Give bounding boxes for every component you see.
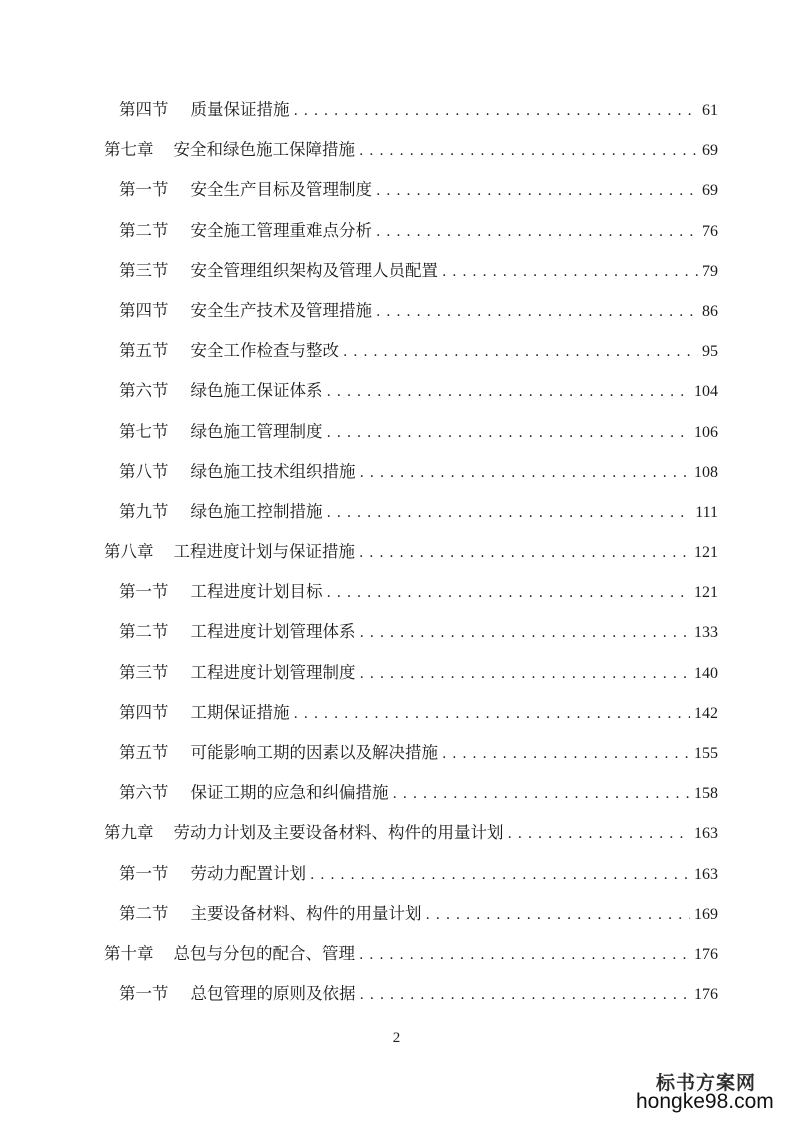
toc-entry-page: 104 <box>694 383 718 401</box>
toc-entry-label: 第九章 <box>104 823 154 843</box>
toc-entry-label: 第九节 <box>119 501 169 521</box>
toc-entry-title: 绿色施工控制措施 <box>190 501 323 521</box>
toc-entry-page: 111 <box>695 503 718 521</box>
toc-entry-title: 绿色施工保证体系 <box>190 381 323 401</box>
toc-entry-label: 第四节 <box>119 300 169 320</box>
toc-entry-page: 121 <box>694 544 718 562</box>
toc-section-entry[interactable] <box>0 980 793 1020</box>
toc-chapter-entry[interactable] <box>0 136 793 176</box>
toc-entry-title: 工期保证措施 <box>190 702 290 722</box>
toc-entry-page: 169 <box>694 905 718 923</box>
watermark-logo <box>636 1068 786 1116</box>
watermark-site-name: 标书方案网 <box>656 1072 757 1094</box>
toc-entry-title: 工程进度计划与保证措施 <box>173 542 355 562</box>
toc-entry-title: 保证工期的应急和纠偏措施 <box>190 783 389 803</box>
dot-leader <box>359 137 698 165</box>
toc-section-entry[interactable] <box>0 257 793 297</box>
table-of-contents <box>0 96 793 1020</box>
toc-entry-title: 劳动力配置计划 <box>190 863 306 883</box>
dot-leader <box>376 298 698 326</box>
dot-leader <box>442 740 690 768</box>
dot-leader <box>310 861 690 889</box>
toc-entry-title: 安全管理组织架构及管理人员配置 <box>190 260 438 280</box>
toc-entry-page: 76 <box>702 222 718 240</box>
toc-entry-label: 第四节 <box>119 100 169 119</box>
toc-entry-page: 61 <box>702 102 718 119</box>
toc-entry-label: 第一节 <box>119 180 169 200</box>
toc-entry-label: 第五节 <box>119 341 169 361</box>
toc-section-entry[interactable] <box>0 578 793 618</box>
toc-entry-page: 140 <box>694 664 718 682</box>
toc-entry-label: 第七节 <box>119 421 169 441</box>
toc-entry-page: 121 <box>694 584 718 602</box>
toc-entry-page: 106 <box>694 423 718 441</box>
dot-leader <box>426 901 691 929</box>
dot-leader <box>327 378 691 406</box>
toc-entry-page: 155 <box>694 745 718 762</box>
toc-entry-page: 176 <box>694 945 718 963</box>
dot-leader <box>393 780 691 808</box>
toc-chapter-entry[interactable] <box>0 538 793 578</box>
toc-entry-title: 绿色施工管理制度 <box>190 421 323 441</box>
toc-entry-title: 安全和绿色施工保障措施 <box>173 140 355 160</box>
toc-entry-label: 第二节 <box>119 220 169 240</box>
toc-section-entry[interactable] <box>0 418 793 458</box>
toc-entry-page: 133 <box>694 624 718 642</box>
toc-entry-title: 安全施工管理重难点分析 <box>190 220 372 240</box>
toc-section-entry[interactable] <box>0 337 793 377</box>
toc-entry-label: 第四节 <box>119 702 169 722</box>
toc-entry-label: 第八章 <box>104 542 154 562</box>
dot-leader <box>508 820 691 848</box>
toc-section-entry[interactable] <box>0 779 793 819</box>
toc-entry-page: 69 <box>702 182 718 200</box>
toc-section-entry[interactable] <box>0 297 793 337</box>
toc-entry-title: 工程进度计划目标 <box>190 582 323 602</box>
dot-leader <box>376 218 698 246</box>
toc-entry-label: 第七章 <box>104 140 154 160</box>
toc-entry-title: 安全生产技术及管理措施 <box>190 300 372 320</box>
dot-leader <box>360 459 691 487</box>
toc-entry-page: 95 <box>702 343 718 361</box>
toc-section-entry[interactable] <box>0 699 793 739</box>
toc-entry-label: 第三节 <box>119 260 169 280</box>
dot-leader <box>442 258 698 286</box>
toc-entry-title: 安全生产目标及管理制度 <box>190 180 372 200</box>
toc-entry-label: 第二节 <box>119 903 169 923</box>
dot-leader <box>376 177 698 205</box>
toc-entry-label: 第三节 <box>119 662 169 682</box>
toc-section-entry[interactable] <box>0 860 793 900</box>
toc-entry-title: 质量保证措施 <box>190 100 290 119</box>
toc-entry-label: 第一节 <box>119 984 169 1004</box>
toc-entry-title: 劳动力计划及主要设备材料、构件的用量计划 <box>173 823 504 843</box>
toc-chapter-entry[interactable] <box>0 940 793 980</box>
toc-entry-page: 163 <box>694 825 718 843</box>
dot-leader <box>327 419 691 447</box>
dot-leader <box>294 97 699 125</box>
toc-entry-page: 163 <box>694 865 718 883</box>
toc-entry-page: 158 <box>694 785 718 803</box>
toc-chapter-entry[interactable] <box>0 819 793 859</box>
toc-entry-page: 69 <box>702 142 718 160</box>
toc-section-entry[interactable] <box>0 618 793 658</box>
toc-section-entry[interactable] <box>0 176 793 216</box>
toc-entry-title: 工程进度计划管理制度 <box>190 662 356 682</box>
toc-entry-title: 总包管理的原则及依据 <box>190 984 356 1004</box>
toc-section-entry[interactable] <box>0 217 793 257</box>
toc-entry-page: 79 <box>702 262 718 280</box>
toc-entry-label: 第五节 <box>119 743 169 762</box>
toc-entry-title: 绿色施工技术组织措施 <box>190 461 356 481</box>
toc-entry-title: 安全工作检查与整改 <box>190 341 339 361</box>
dot-leader <box>343 338 698 366</box>
toc-entry-label: 第十章 <box>104 943 154 963</box>
dot-leader <box>360 981 691 1009</box>
dot-leader <box>294 700 691 728</box>
toc-section-entry[interactable] <box>0 900 793 940</box>
toc-entry-page: 176 <box>694 986 718 1004</box>
toc-entry-label: 第二节 <box>119 622 169 642</box>
toc-entry-page: 86 <box>702 302 718 320</box>
toc-section-entry[interactable] <box>0 458 793 498</box>
toc-section-entry[interactable] <box>0 498 793 538</box>
toc-entry-label: 第八节 <box>119 461 169 481</box>
toc-entry-label: 第六节 <box>119 783 169 803</box>
toc-entry-page: 108 <box>694 463 718 481</box>
toc-entry-label: 第一节 <box>119 582 169 602</box>
dot-leader <box>327 579 691 607</box>
dot-leader <box>360 619 691 647</box>
page-number: 2 <box>392 1030 401 1046</box>
toc-entry-label: 第六节 <box>119 381 169 401</box>
dot-leader <box>360 660 691 688</box>
toc-section-entry[interactable] <box>0 96 793 136</box>
toc-section-entry[interactable] <box>0 659 793 699</box>
watermark-domain: hongke98.com <box>636 1090 774 1113</box>
toc-section-entry[interactable] <box>0 739 793 779</box>
dot-leader <box>359 941 690 969</box>
toc-section-entry[interactable] <box>0 377 793 417</box>
toc-entry-page: 142 <box>694 704 718 722</box>
toc-entry-title: 总包与分包的配合、管理 <box>173 943 355 963</box>
toc-entry-title: 工程进度计划管理体系 <box>190 622 356 642</box>
dot-leader <box>327 499 692 527</box>
toc-entry-title: 主要设备材料、构件的用量计划 <box>190 903 422 923</box>
toc-entry-title: 可能影响工期的因素以及解决措施 <box>190 743 438 762</box>
toc-entry-label: 第一节 <box>119 863 169 883</box>
dot-leader <box>359 539 690 567</box>
